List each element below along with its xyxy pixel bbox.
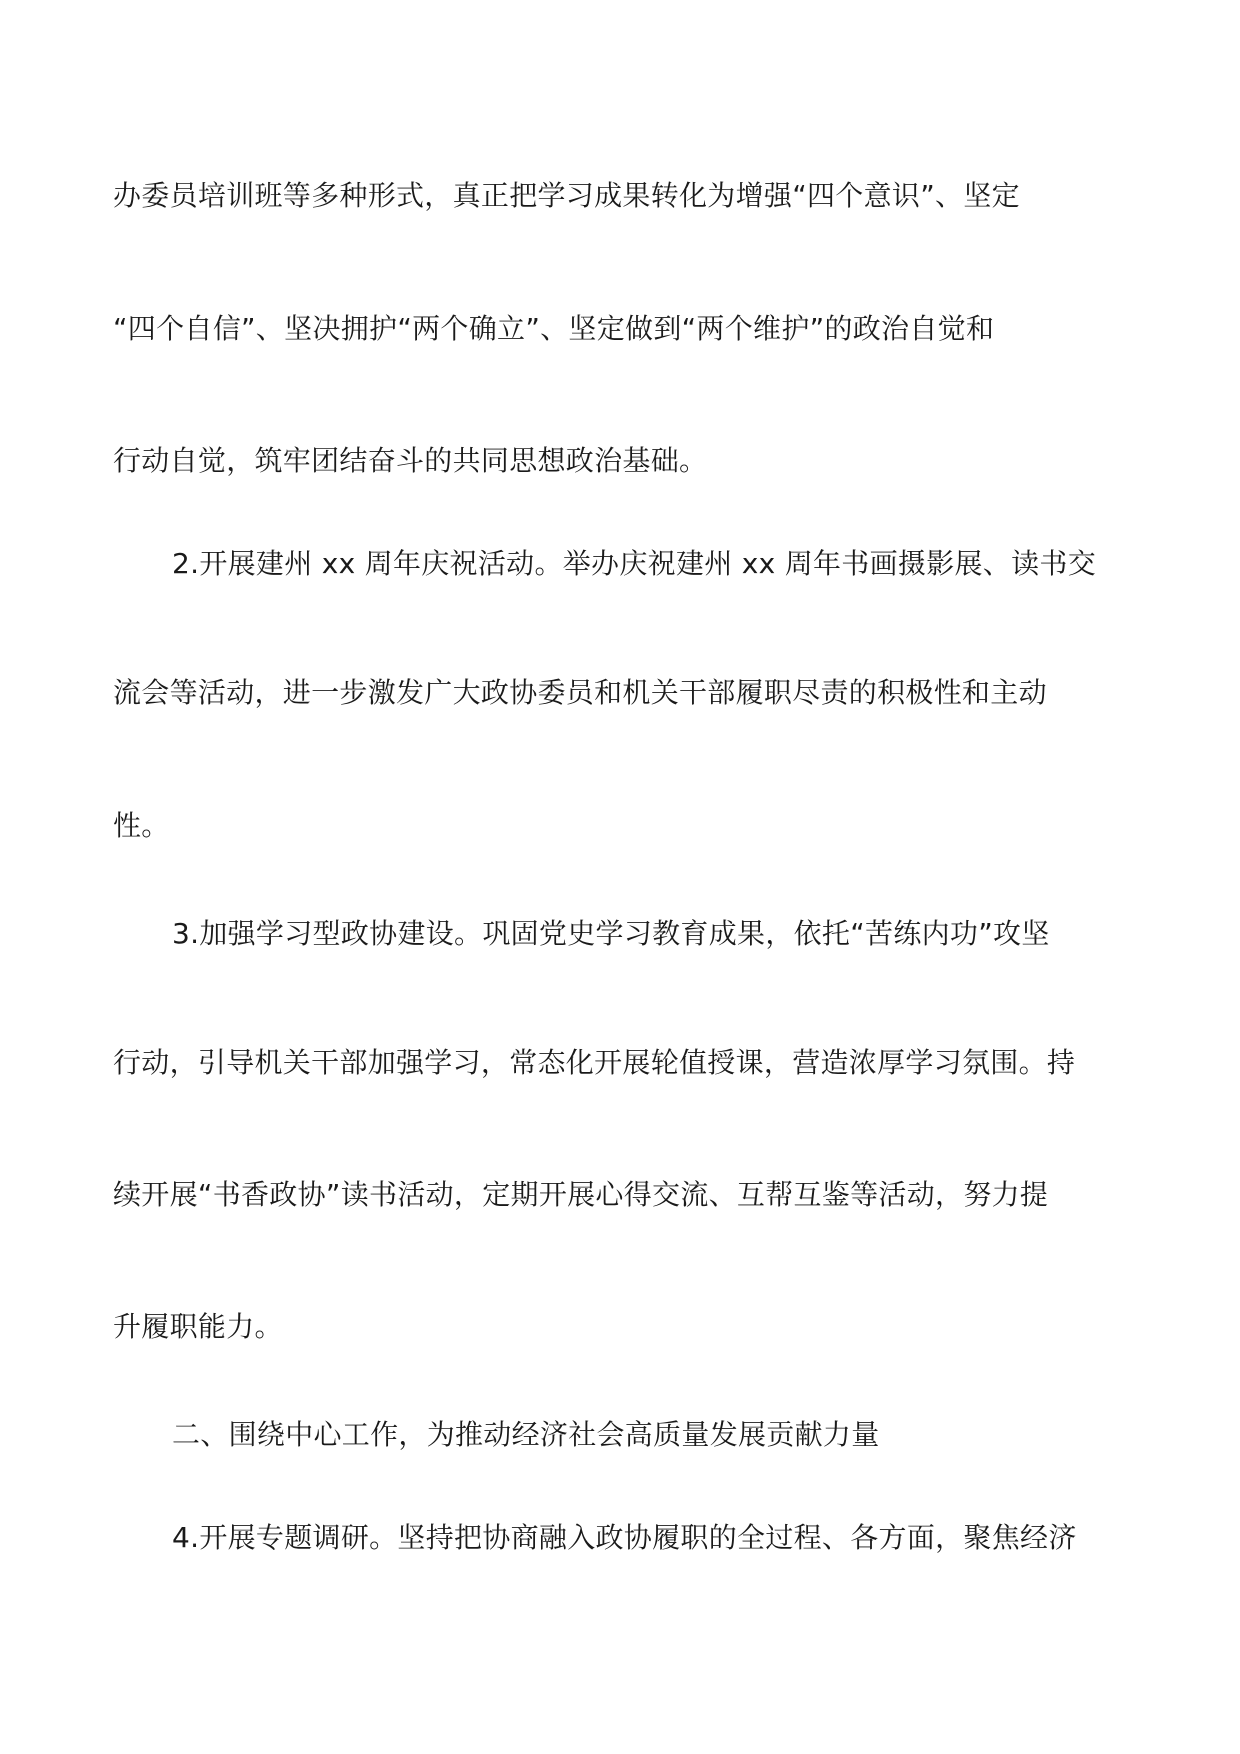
paragraph-heading-3: 3.加强学习型政协建设。巩固党史学习教育成果，依托“苦练内功”攻坚 <box>172 917 1050 950</box>
section-heading: 二、围绕中心工作，为推动经济社会高质量发展贡献力量 <box>172 1418 880 1451</box>
text-line: 办委员培训班等多种形式，真正把学习成果转化为增强“四个意识”、坚定 <box>113 179 1020 212</box>
text-line: 续开展“书香政协”读书活动，定期开展心得交流、互帮互鉴等活动，努力提 <box>113 1178 1049 1211</box>
text-line: 流会等活动，进一步激发广大政协委员和机关干部履职尽责的积极性和主动 <box>113 676 1047 709</box>
text-line: 升履职能力。 <box>113 1310 283 1343</box>
paragraph-heading-4: 4.开展专题调研。坚持把协商融入政协履职的全过程、各方面，聚焦经济 <box>172 1521 1077 1554</box>
text-line: “四个自信”、坚决拥护“两个确立”、坚定做到“两个维护”的政治自觉和 <box>113 312 995 345</box>
text-line: 性。 <box>113 809 170 842</box>
text-line: 行动，引导机关干部加强学习，常态化开展轮值授课，营造浓厚学习氛围。持 <box>113 1046 1076 1079</box>
paragraph-heading-2: 2.开展建州 xx 周年庆祝活动。举办庆祝建州 xx 周年书画摄影展、读书交 <box>172 547 1097 580</box>
text-line: 行动自觉，筑牢团结奋斗的共同思想政治基础。 <box>113 444 708 477</box>
